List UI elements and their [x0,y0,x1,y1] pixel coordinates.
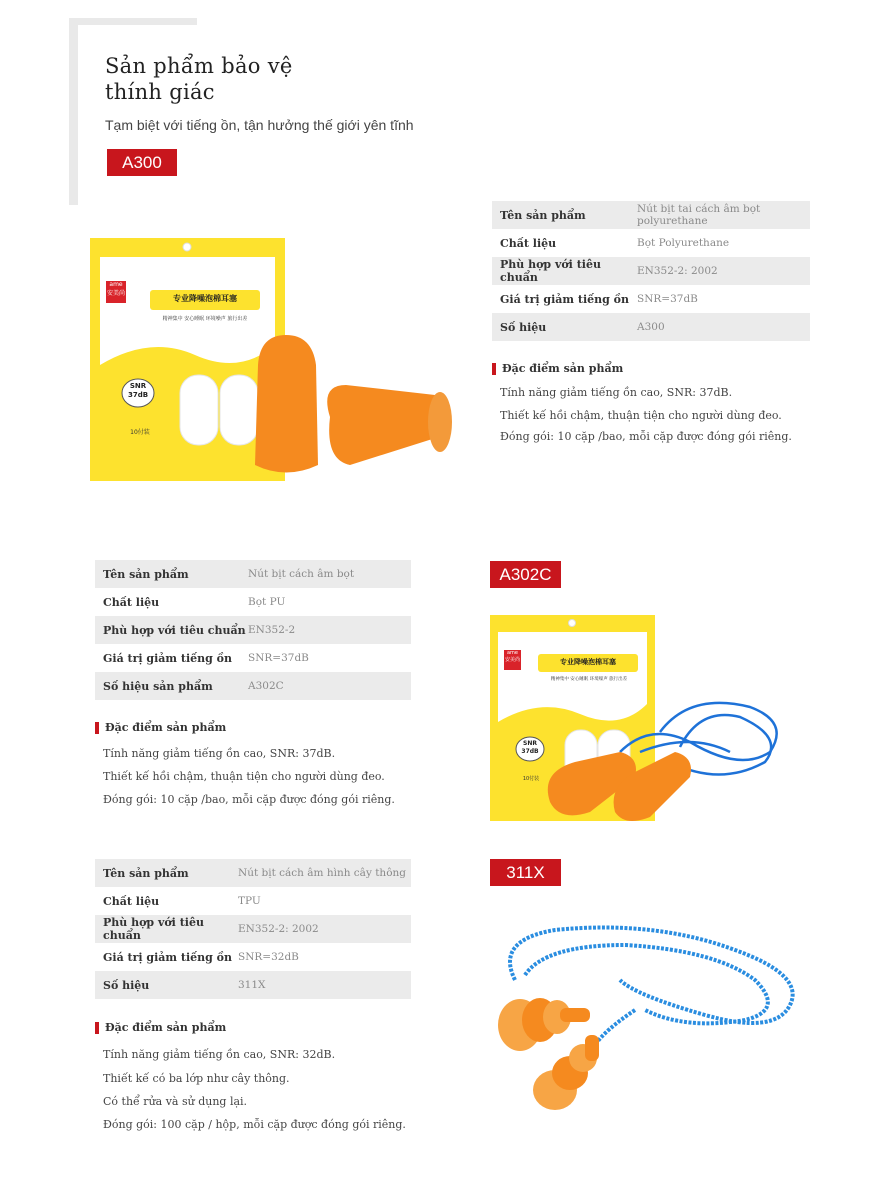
brand-text: ame 安美尚 [106,281,125,297]
spec-row: Chất liệu TPU [103,894,261,908]
heading-marker [95,722,99,734]
package-title: 专业降噪泡棉耳塞 [173,294,237,303]
feature-line: Đóng gói: 10 cặp /bao, mỗi cặp được đóng gói riêng. [103,793,395,806]
311x-spec-table [95,859,411,999]
a300-product-image [90,235,460,485]
feature-line: Tính năng giảm tiếng ồn cao, SNR: 32dB. [103,1048,336,1061]
spec-row: Chất liệu Bọt PU [103,595,286,609]
311x-product-image [485,920,805,1120]
package-title: 专业降噪泡棉耳塞 [560,658,616,666]
snr-label: SNR 37dB [127,382,149,399]
brand-text: ame 安美尚 [504,650,520,663]
title-frame-top [69,18,197,25]
a300-features-heading: Đặc điểm sản phẩm [492,362,623,375]
heading-marker [492,363,496,375]
package-tagline: 精神集中 安心睡眠 环境噪声 旅行出差 [550,677,628,682]
a300-spec-table [492,201,810,341]
spec-row: Phù hợp với tiêu chuẩn EN352-2: 2002 [492,257,810,285]
a302c-features-heading: Đặc điểm sản phẩm [95,721,226,734]
package-count: 10付装 [522,776,540,782]
package-tagline: 精神集中 安心睡眠 环境噪声 旅行出差 [162,316,248,322]
spec-row: Số hiệu 311X [95,971,411,999]
title-frame-left [69,18,78,205]
feature-line: Tính năng giảm tiếng ồn cao, SNR: 37dB. [500,386,733,399]
feature-line: Có thể rửa và sử dụng lại. [103,1095,248,1108]
feature-line: Tính năng giảm tiếng ồn cao, SNR: 37dB. [103,747,336,760]
spec-row: Tên sản phẩm Nút bịt cách âm bọt [95,560,411,588]
badge-a302c: A302C [490,561,561,588]
spec-row: Số hiệu sản phẩm A302C [95,672,411,700]
badge-311x: 311X [490,859,561,886]
badge-a300: A300 [107,149,177,176]
spec-row: Phù hợp với tiêu chuẩn EN352-2: 2002 [95,915,411,943]
snr-label: SNR 37dB [521,740,539,755]
spec-row: Giá trị giảm tiếng ồn SNR=32dB [103,950,299,964]
spec-row: Giá trị giảm tiếng ồn SNR=37dB [500,292,698,306]
spec-row: Tên sản phẩm Nút bịt cách âm hình cây thông [95,859,411,887]
spec-row: Phù hợp với tiêu chuẩn EN352-2 [95,616,411,644]
spec-row: Chất liệu Bọt Polyurethane [500,236,730,250]
feature-line: Đóng gói: 100 cặp / hộp, mỗi cặp được đóng gói riêng. [103,1118,406,1131]
spec-row: Tên sản phẩm Nút bịt tai cách âm bọt polyurethane [492,201,810,229]
a302c-product-image [490,612,790,822]
a302c-spec-table [95,560,411,700]
311x-features-heading: Đặc điểm sản phẩm [95,1021,226,1034]
page-title: Sản phẩm bảo vệ thính giác [105,54,293,104]
foam-earplug [255,335,452,473]
feature-line: Thiết kế có ba lớp như cây thông. [103,1072,290,1085]
page-subtitle: Tạm biệt với tiếng ồn, tận hưởng thế giới yên tĩnh [105,117,414,133]
pine-earplug [498,998,599,1110]
spec-row: Giá trị giảm tiếng ồn SNR=37dB [103,651,309,665]
feature-line: Thiết kế hồi chậm, thuận tiện cho người dùng đeo. [103,770,385,783]
spec-row: Số hiệu A300 [492,313,810,341]
feature-line: Thiết kế hồi chậm, thuận tiện cho người dùng đeo. [500,409,782,422]
package-count: 10付装 [130,429,150,436]
heading-marker [95,1022,99,1034]
feature-line: Đóng gói: 10 cặp /bao, mỗi cặp được đóng gói riêng. [500,430,792,443]
